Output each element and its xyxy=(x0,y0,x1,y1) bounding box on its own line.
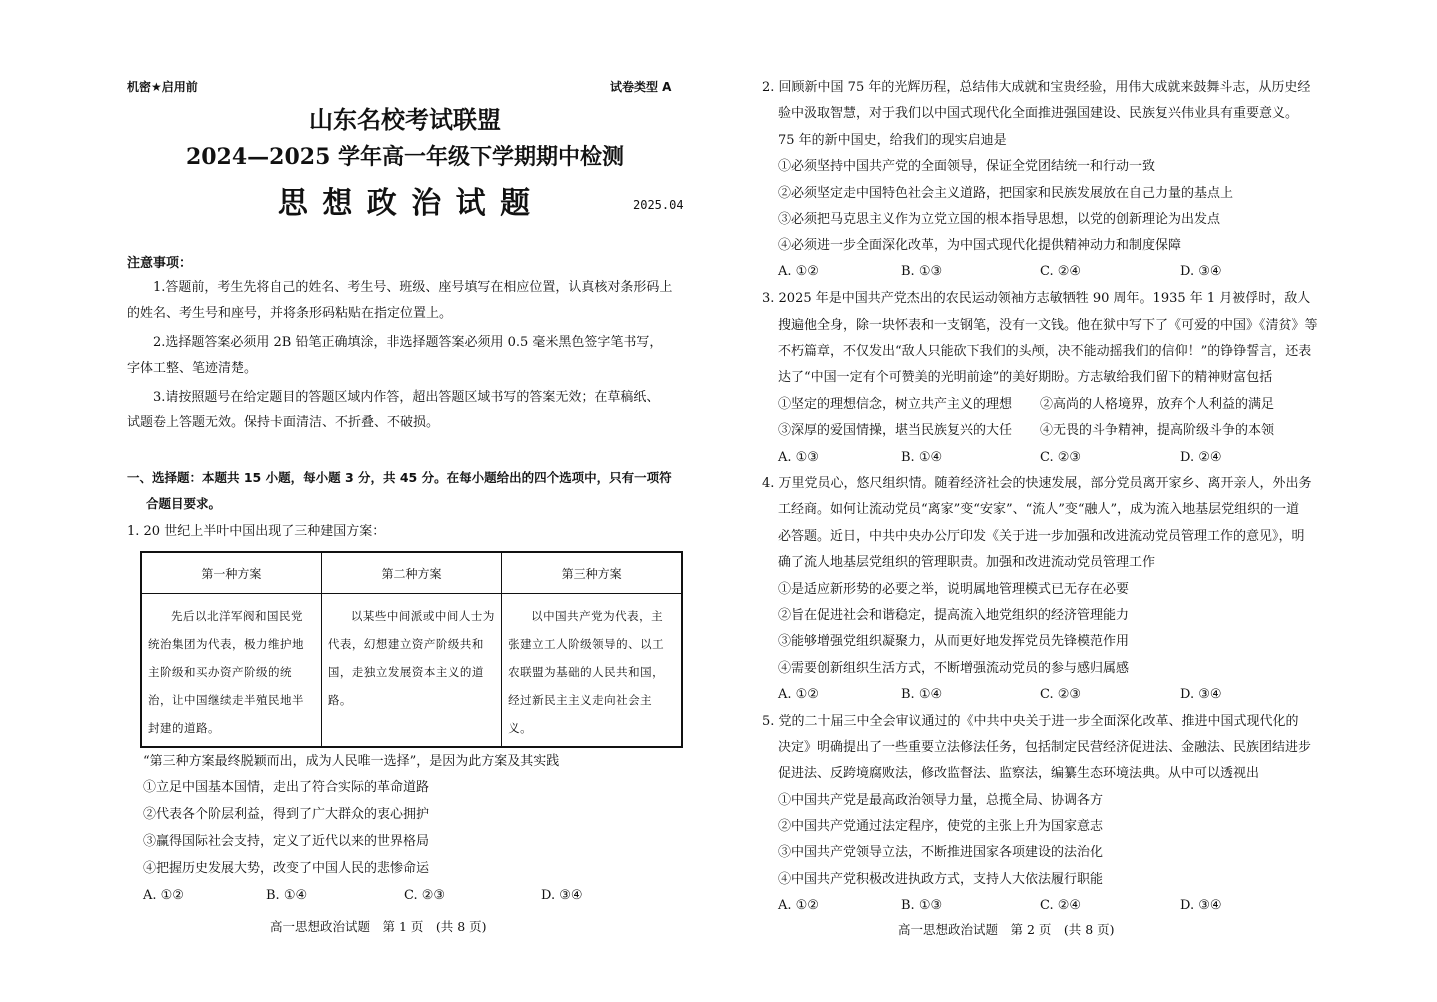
question-2-item: ③必须把马克思主义作为立党立国的根本指导思想，以党的创新理论为出发点 xyxy=(778,212,1221,227)
question-1-item: ③赢得国际社会支持，定义了近代以来的世界格局 xyxy=(143,834,430,849)
question-1-item: ④把握历史发展大势，改变了中国人民的悲惨命运 xyxy=(143,861,430,876)
exam-date: 2025.04 xyxy=(633,198,684,212)
question-3-option-c: C. ②③ xyxy=(1040,450,1082,465)
notice-heading: 注意事项： xyxy=(127,256,193,271)
table-header: 第二种方案 xyxy=(321,552,501,594)
question-3-stem: 达了“中国一定有个可赞美的光明前途”的美好期盼。方志敏给我们留下的精神财富包括 xyxy=(778,370,1273,385)
question-5-item: ①中国共产党是最高政治领导力量，总揽全局、协调各方 xyxy=(778,793,1104,808)
question-3-option-a: A. ①③ xyxy=(778,450,819,465)
question-4-stem: 4. 万里党员心，悠尺组织情。随着经济社会的快速发展，部分党员离开家乡、离开亲人，外出务 xyxy=(762,476,1312,491)
question-2-option-b: B. ①③ xyxy=(901,264,943,279)
question-4-item: ③能够增强党组织凝聚力，从而更好地发挥党员先锋模范作用 xyxy=(778,634,1130,649)
question-2-item: ④必须进一步全面深化改革，为中国式现代化提供精神动力和制度保障 xyxy=(778,238,1182,253)
question-3-stem: 搜遍他全身，除一块怀表和一支钢笔，没有一文钱。他在狱中写下了《可爱的中国》《清贫》等 xyxy=(778,318,1318,333)
question-4-option-b: B. ①④ xyxy=(901,687,943,702)
question-3-item: ②高尚的人格境界，放弃个人利益的满足 xyxy=(1040,397,1275,412)
section-heading-cont: 合题目要求。 xyxy=(146,496,222,511)
exam-page-2 xyxy=(718,0,1437,1002)
table-header: 第一种方案 xyxy=(141,552,321,594)
question-2-item: ②必须坚定走中国特色社会主义道路，把国家和民族发展放在自己力量的基点上 xyxy=(778,186,1234,201)
notice-line: 2.选择题答案必须用 2B 铅笔正确填涂，非选择题答案必须用 0.5 毫米黑色签字笔书写， xyxy=(153,335,663,350)
question-5-item: ④中国共产党积极改进执政方式，支持人大依法履行职能 xyxy=(778,872,1104,887)
notice-line: 字体工整、笔迹清楚。 xyxy=(127,361,258,376)
question-5-stem: 促进法、反跨境腐败法，修改监督法、监察法，编纂生态环境法典。从中可以透视出 xyxy=(778,766,1260,781)
confidential-label: 机密★启用前 xyxy=(127,80,198,94)
table-cell: 以某些中间派或中间人士为代表，幻想建立资产阶级共和国，走独立发展资本主义的道路。 xyxy=(321,594,501,748)
question-5-option-c: C. ②④ xyxy=(1040,898,1082,913)
question-1-option-d: D. ③④ xyxy=(541,888,583,903)
question-3-option-d: D. ②④ xyxy=(1180,450,1222,465)
question-1-stem: 1. 20 世纪上半叶中国出现了三种建国方案： xyxy=(127,524,386,539)
question-3-stem: 不朽篇章，不仅发出“敌人只能砍下我们的头颅，决不能动摇我们的信仰！”的铮铮誓言，还表 xyxy=(778,344,1312,359)
exam-subject-title: 思 想 政 治 试 题 xyxy=(277,186,533,221)
question-1-item: ①立足中国基本国情，走出了符合实际的革命道路 xyxy=(143,780,430,795)
question-4-option-a: A. ①② xyxy=(778,687,819,702)
question-3-item: ④无畏的斗争精神，提高阶级斗争的本领 xyxy=(1040,423,1275,438)
exam-page-1 xyxy=(0,0,718,1002)
question-1-option-a: A. ①② xyxy=(143,888,184,903)
question-4-stem: 确了流人地基层党组织的管理职责。加强和改进流动党员管理工作 xyxy=(778,555,1156,570)
question-2-option-c: C. ②④ xyxy=(1040,264,1082,279)
question-1-prompt: “第三种方案最终脱颖而出，成为人民唯一选择”，是因为此方案及其实践 xyxy=(143,754,560,769)
notice-line: 试题卷上答题无效。保持卡面清洁、不折叠、不破损。 xyxy=(127,415,440,430)
question-5-item: ③中国共产党领导立法，不断推进国家各项建设的法治化 xyxy=(778,845,1104,860)
question-4-item: ①是适应新形势的必要之举，说明属地管理模式已无存在必要 xyxy=(778,582,1130,597)
question-2-option-d: D. ③④ xyxy=(1180,264,1222,279)
table-header: 第三种方案 xyxy=(502,552,682,594)
question-5-option-a: A. ①② xyxy=(778,898,819,913)
question-3-option-b: B. ①④ xyxy=(901,450,943,465)
question-1-option-c: C. ②③ xyxy=(404,888,446,903)
question-5-item: ②中国共产党通过法定程序，使党的主张上升为国家意志 xyxy=(778,819,1104,834)
question-2-stem: 验中汲取智慧，对于我们以中国式现代化全面推进强国建设、民族复兴伟业具有重要意义。 xyxy=(778,106,1299,121)
notice-line: 3.请按照题号在给定题目的答题区域内作答，超出答题区域书写的答案无效；在草稿纸、 xyxy=(153,390,660,405)
section-heading: 一、选择题：本题共 15 小题，每小题 3 分，共 45 分。在每小题给出的四个选项中，只有一项符 xyxy=(127,470,672,485)
question-4-option-c: C. ②③ xyxy=(1040,687,1082,702)
question-4-item: ④需要创新组织生活方式，不断增强流动党员的参与感归属感 xyxy=(778,661,1130,676)
question-3-item: ③深厚的爱国情操，堪当民族复兴的大任 xyxy=(778,423,1013,438)
plans-table xyxy=(140,551,683,748)
page-footer: 高一思想政治试题 第 1 页 (共 8 页) xyxy=(270,919,487,934)
question-2-item: ①必须坚持中国共产党的全面领导，保证全党团结统一和行动一致 xyxy=(778,159,1156,174)
notice-line: 的姓名、考生号和座号，并将条形码粘贴在指定位置上。 xyxy=(127,306,453,321)
question-1-item: ②代表各个阶层利益，得到了广大群众的衷心拥护 xyxy=(143,807,430,822)
question-2-stem: 75 年的新中国史，给我们的现实启迪是 xyxy=(778,133,1007,148)
exam-session-title: 2024—2025 学年高一年级下学期期中检测 xyxy=(185,144,625,170)
question-2-stem: 2. 回顾新中国 75 年的光辉历程，总结伟大成就和宝贵经验，用伟大成就来鼓舞斗志，从历史经 xyxy=(762,80,1311,95)
question-4-item: ②旨在促进社会和谐稳定，提高流入地党组织的经济管理能力 xyxy=(778,608,1130,623)
table-cell: 先后以北洋军阀和国民党统治集团为代表，极力维护地主阶级和买办资产阶级的统治，让中国继续走半殖民地半封建的道路。 xyxy=(141,594,321,748)
question-4-option-d: D. ③④ xyxy=(1180,687,1222,702)
question-5-option-b: B. ①③ xyxy=(901,898,943,913)
notice-line: 1.答题前，考生先将自己的姓名、考生号、班级、座号填写在相应位置，认真核对条形码上 xyxy=(153,280,673,295)
question-5-stem: 决定》明确提出了一些重要立法修法任务，包括制定民营经济促进法、金融法、民族团结进步 xyxy=(778,740,1312,755)
question-4-stem: 必答题。近日，中共中央办公厅印发《关于进一步加强和改进流动党员管理工作的意见》，明 xyxy=(778,529,1305,544)
question-3-stem: 3. 2025 年是中国共产党杰出的农民运动领袖方志敏牺牲 90 周年。1935 年 1 月被俘时，敌人 xyxy=(762,291,1311,306)
paper-type-label: 试卷类型 A xyxy=(610,80,672,94)
question-5-option-d: D. ③④ xyxy=(1180,898,1222,913)
exam-organization-title: 山东名校考试联盟 xyxy=(309,105,501,134)
question-2-option-a: A. ①② xyxy=(778,264,819,279)
question-5-stem: 5. 党的二十届三中全会审议通过的《中共中央关于进一步全面深化改革、推进中国式现代化的 xyxy=(762,714,1299,729)
question-3-item: ①坚定的理想信念，树立共产主义的理想 xyxy=(778,397,1013,412)
question-1-option-b: B. ①④ xyxy=(266,888,308,903)
question-4-stem: 工经商。如何让流动党员“离家”变“安家”、“流人”变“融人”，成为流入地基层党组织的一道 xyxy=(778,502,1300,517)
table-cell: 以中国共产党为代表，主张建立工人阶级领导的、以工农联盟为基础的人民共和国，经过新民主主义走向社会主义。 xyxy=(502,594,682,748)
page-footer: 高一思想政治试题 第 2 页 (共 8 页) xyxy=(898,922,1115,937)
